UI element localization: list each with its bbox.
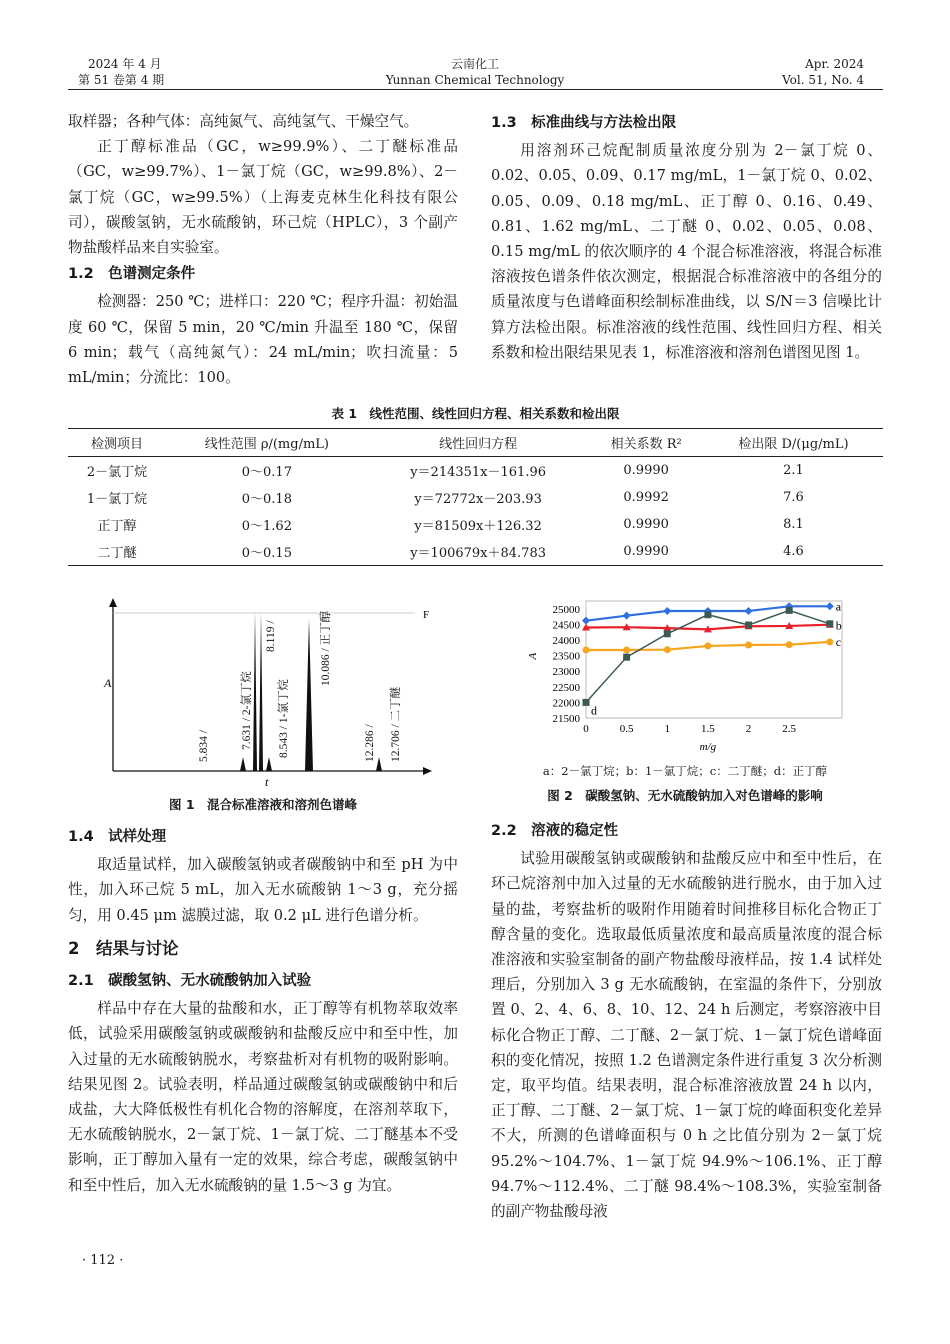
paragraph: 取适量试样，加入碳酸氢钠或者碳酸钠中和至 pH 为中性，加入环己烷 5 mL，加入无水硫酸钠 1～3 g，充分摇匀，用 0.45 μm 滤膜过滤，取 0.2 μL 进行色谱分析。 [68,856,458,924]
data-point [786,607,793,614]
paragraph: 正丁醇标准品（GC，w≥99.9%）、二丁醚标准品（GC，w≥99.7%）、1－氯丁烷（GC，w≥99.8%）、2－氯丁烷（GC，w≥99.5%）（上海麦克林生化科技有限公司），碳酸氢钠，无水硫酸钠，环己烷（HPLC），3 个副产物盐酸样品来自实验室。 [68,138,458,257]
cell: 1－氯丁烷 [86,492,148,507]
series-label: b [835,618,842,633]
paragraph: 取样器；各种气体：高纯氮气、高纯氢气、干燥空气。 [68,113,419,130]
peak-label: 7.631 / 2-氯丁烷 [241,671,253,750]
cell: y＝214351x－161.96 [410,465,546,480]
series-line-d [586,610,830,702]
y-axis-arrow-icon [109,598,117,607]
chapter-heading: 2 结果与讨论 [68,938,179,958]
x-tick-label: 2 [745,723,752,735]
peak-label: 5.834 / [198,730,210,762]
x-tick-label: 0 [583,723,589,735]
issue-date-en: Apr. 2024 [805,57,864,71]
figure-1-chromatogram [70,590,450,790]
y-axis-label: A [527,652,539,660]
x-axis-label: m/g [699,741,717,753]
issue-date: 2024 年 4 月 [88,57,162,71]
right-column-bottom [491,817,882,1224]
data-point [663,607,671,615]
y-tick-label: 22000 [552,697,580,710]
series-label: c [835,634,842,649]
cell: y＝72772x－203.93 [414,492,542,507]
table-row [68,538,883,566]
x-tick-label: 1.5 [701,723,715,735]
table-row [68,457,883,485]
data-point [826,602,834,610]
cell: 0.9990 [623,544,669,559]
volume-issue: 第 51 卷第 4 期 [78,73,165,87]
data-point [826,638,833,645]
paragraph: 检测器：250 ℃；进样口：220 ℃；程序升温：初始温度 60 ℃，保留 5 min，20 ℃/min 升温至 180 ℃，保留 6 min；载气（高纯氮气）：24 mL/min；吹扫流量：5 mL/min；分流比：100。 [68,293,458,387]
data-point [664,646,671,653]
peak-label: 12.286 / [364,724,376,762]
x-tick-label: 1 [664,723,671,735]
y-tick-label: 24500 [552,619,580,632]
figure-2-caption: 图 2 碳酸氢钠、无水硫酸钠加入对色谱峰的影响 [547,788,823,803]
header-rule [68,89,883,90]
cell: 正丁醇 [97,519,137,534]
y-tick-label: 24000 [552,635,580,647]
figure-2-line-chart [520,595,860,755]
column-header: 相关系数 R² [610,437,682,452]
flag-label: F [423,609,430,621]
column-header: 线性范围 ρ/(mg/mL) [204,437,329,452]
figure-1-caption: 图 1 混合标准溶液和溶剂色谱峰 [168,797,358,812]
peak-label: 8.543 / 1-氯丁烷 [278,679,290,758]
paragraph: 试验用碳酸氢钠或碳酸钠和盐酸反应中和至中性后，在环己烷溶剂中加入过量的无水硫酸钠进行脱水，由于加入过量的盐，考察盐析的吸附作用随着时间推移目标化合物正丁醇含量的变化。选取最低质量浓度和最高质量浓度的混合标准溶液和实验室制备的副产物盐酸母液样品，按 1.4 试样处理后，分别加入 3 g 无水硫酸钠，在室温的条件下，分别放置 0、2、4、6、8、10、12、24 h 后测定，考察溶液中目标化合物正丁醇、二丁醚、2－氯丁烷、1－氯丁烷色谱峰面积的变化情况，按照 1.2 色谱测定条件进行重复 3 次分析测定，取平均值。结果表明，混合标准溶液放置 24 h 以内，正丁醇、二丁醚、2－氯丁烷、1－氯丁烷的峰面积变化差异不大，所测的色谱峰面积与 0 h 之比值分别为 2－氯丁烷 95.2%～104.7%、1－氯丁烷 94.9%～106.1%、正丁醇 94.7%～112.4%、二丁醚 98.4%～108.3%，实验室制备的副产物盐酸母液 [491,850,882,1221]
data-point [623,654,630,661]
journal-name-en: Yunnan Chemical Technology [385,73,565,87]
cell: 二丁醚 [97,546,137,561]
data-point [786,641,793,648]
peak-label: 8.119 / [265,620,277,652]
cell: y＝81509x＋126.32 [414,519,542,534]
left-column-bottom [68,823,458,1198]
cell: 4.6 [783,544,804,559]
paragraph: 用溶剂环己烷配制质量浓度分别为 2－氯丁烷 0、0.02、0.05、0.09、0.17 mg/mL，1－氯丁烷 0、0.02、0.05、0.09、0.18 mg/mL、正丁醇 0、0.16、0.49、0.81、1.62 mg/mL、二丁醚 0、0.02、0.05、0.08、0.15 mg/mL 的依次顺序的 4 个混合标准溶液，将混合标准溶液按色谱条件依次测定，根据混合标准溶液中的各组分的质量浓度与色谱峰面积绘制标准曲线，以 S/N＝3 信噪比计算方法检出限。标准溶液的线性范围、线性回归方程、相关系数和检出限结果见表 1，标准溶液和溶剂色谱图见图 1。 [491,142,882,361]
section-heading: 2.2 溶液的稳定性 [491,823,619,839]
journal-name-cn: 云南化工 [450,57,499,71]
x-tick-label: 2.5 [782,723,797,735]
y-tick-label: 25000 [552,603,580,616]
peak-label: 10.086 / 正丁醇 [320,610,332,686]
x-axis-arrow-icon [423,767,432,775]
table-caption: 表 1 线性范围、线性回归方程、相关系数和检出限 [331,406,620,421]
header-right [782,56,864,88]
paragraph: 样品中存在大量的盐酸和水，正丁醇等有机物萃取效率低，试验采用碳酸氢钠或碳酸钠和盐酸反应中和至中性，加入过量的无水硫酸钠脱水，考察盐析对有机物的吸附影响。结果见图 2。试验表明，样品通过碳酸氢钠或碳酸钠中和后成盐，大大降低极性有机化合物的溶解度，在溶剂萃取下，无水硫酸钠脱水，2－氯丁烷、1－氯丁烷、二丁醚基本不受影响，正丁醇加入量有一定的效果，综合考虑，碳酸氢钠中和至中性后，加入无水硫酸钠的量 1.5～3 g 为宜。 [68,1000,458,1194]
data-point [582,617,590,625]
cell: 0～0.15 [241,546,292,561]
cell: 0～0.17 [241,465,292,480]
header-left [78,56,165,88]
y-axis-label: A [104,676,112,690]
cell: 0.9992 [623,490,669,505]
cell: 8.1 [783,517,804,532]
data-point [745,622,752,629]
peak-label: 12.706 / 二丁醚 [390,686,402,762]
left-column-top [68,109,458,390]
table-header-row [68,429,883,457]
figure-2-legend: a：2－氯丁烷；b：1－氯丁烷；c：二丁醚；d：正丁醇 [542,764,828,778]
data-point [745,607,753,615]
data-point [583,646,590,653]
cell: y＝100679x＋84.783 [410,546,546,561]
y-tick-label: 22500 [552,681,580,694]
section-heading: 1.3 标准曲线与方法检出限 [491,115,677,131]
cell: 2－氯丁烷 [86,465,148,480]
data-point [704,642,711,649]
peak [259,612,263,771]
peak [376,757,382,771]
table-row [68,484,883,511]
peak [305,619,313,771]
cell: 0～0.18 [241,492,292,507]
data-point [623,612,631,620]
peak [266,757,272,771]
section-heading: 1.4 试样处理 [68,829,167,845]
x-axis-label: t [265,775,269,789]
y-tick-label: 21500 [552,713,580,725]
cell: 0.9990 [623,463,669,478]
volume-issue-en: Vol. 51, No. 4 [782,73,864,87]
cell: 2.1 [783,463,804,478]
right-column-top [491,109,882,365]
data-point [623,646,630,653]
y-tick-label: 23000 [552,666,580,679]
x-tick-label: 0.5 [619,723,634,735]
data-point [826,620,833,627]
data-point [745,641,752,648]
column-header: 检出限 D/(μg/mL) [738,437,849,452]
data-point [704,611,711,618]
series-label: a [835,599,842,614]
y-tick-label: 23500 [552,650,580,663]
section-heading: 1.2 色谱测定条件 [68,266,196,283]
column-header: 线性回归方程 [439,437,518,452]
data-point [583,699,590,706]
table-row [68,511,883,538]
column-header: 检测项目 [90,437,143,452]
peak [240,757,246,771]
cell: 7.6 [783,490,804,505]
header-center [360,56,590,88]
peak [253,612,257,771]
data-point [664,630,671,637]
cell: 0～1.62 [241,519,292,534]
series-label: d [591,703,597,718]
table-1 [68,428,883,566]
section-heading: 2.1 碳酸氢钠、无水硫酸钠加入试验 [68,973,312,990]
cell: 0.9990 [623,517,669,532]
page-number: · 112 · [82,1253,124,1268]
